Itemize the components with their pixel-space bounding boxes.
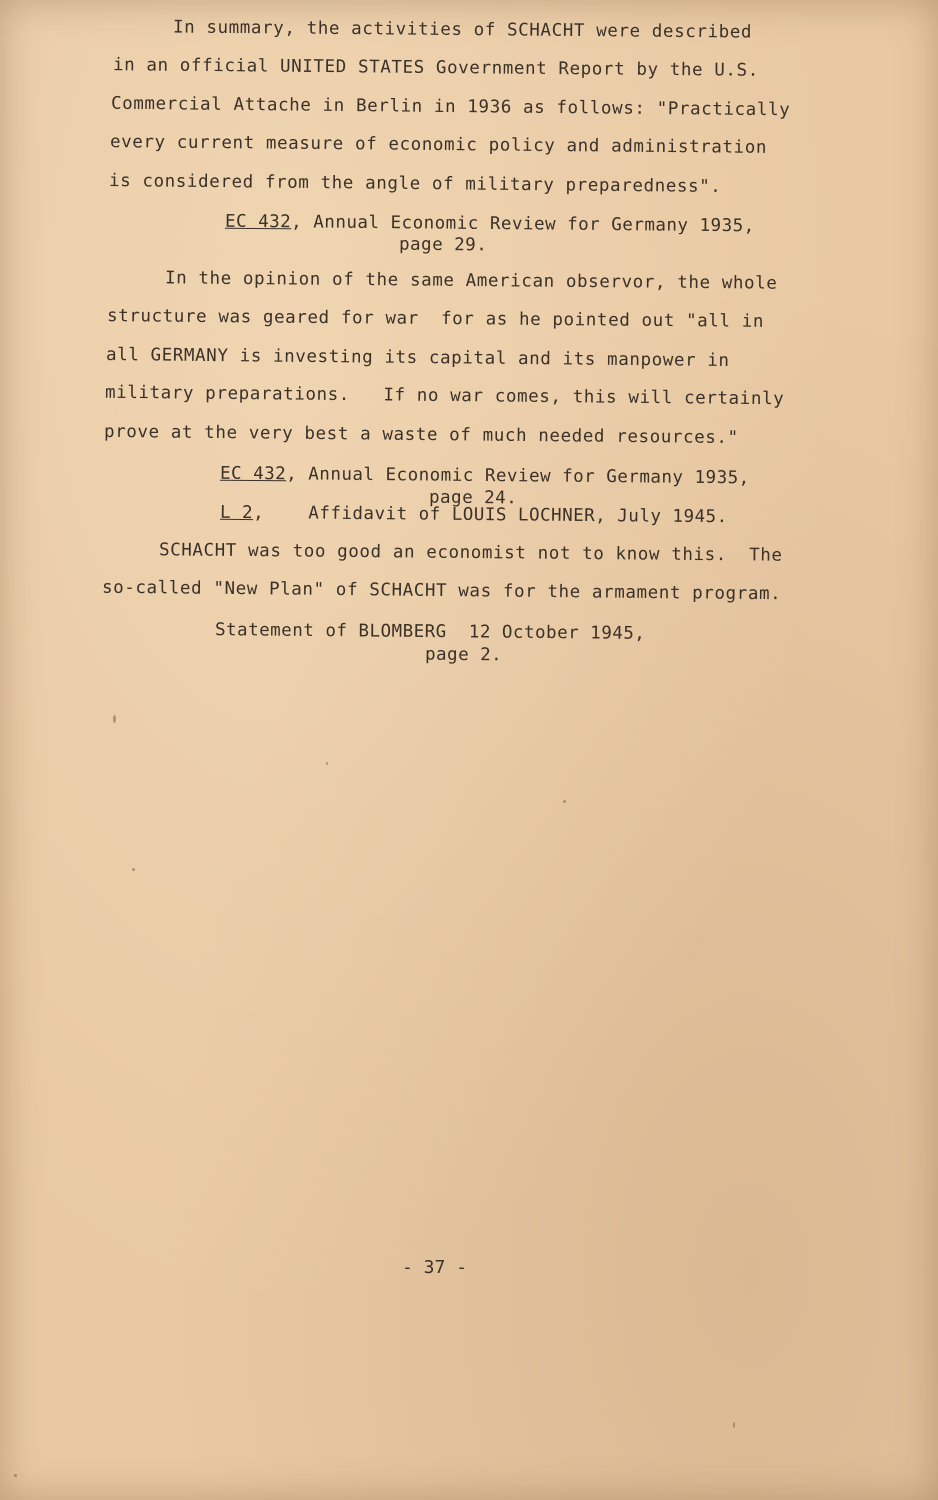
citation-1-text: , Annual Economic Review for Germany 1935, <box>291 212 755 237</box>
paper-speck <box>733 1422 735 1428</box>
paper-speck <box>326 762 328 765</box>
citation-1 <box>225 212 755 237</box>
citation-3-text: , Affidavit of LOUIS LOCHNER, July 1945. <box>253 503 728 528</box>
paragraph-1-line-2: in an official UNITED STATES Government Report by the U.S. <box>112 55 759 81</box>
citation-3 <box>220 503 728 527</box>
citation-2 <box>220 464 750 489</box>
paragraph-2-line-3: all GERMANY is investing its capital and its manpower in <box>105 345 730 371</box>
paragraph-1-line-5: is considered from the angle of military preparedness". <box>108 171 722 197</box>
citation-2-ref: EC 432 <box>219 463 287 485</box>
citation-4: Statement of BLOMBERG 12 October 1945, <box>214 620 646 644</box>
citation-2-page: page 24. <box>428 487 518 509</box>
paper-speck <box>14 1474 17 1477</box>
paragraph-2-line-2: structure was geared for war for as he pointed out "all in <box>106 306 765 332</box>
paragraph-2-line-4: military preparations. If no war comes, this will certainly <box>104 382 785 410</box>
paper-speck <box>563 800 566 803</box>
paragraph-1-line-4: every current measure of economic policy and administration <box>109 132 768 158</box>
citation-2-text: , Annual Economic Review for Germany 1935, <box>286 464 750 489</box>
paragraph-1-line-3: Commercial Attache in Berlin in 1936 as follows: "Practically <box>110 93 791 121</box>
paper-speck <box>132 868 135 871</box>
citation-3-ref: L 2 <box>219 502 254 524</box>
paragraph-3-line-2: so-called "New Plan" of SCHACHT was for the armament program. <box>101 577 782 605</box>
citation-4-page: page 2. <box>424 644 503 666</box>
paragraph-1-line-1: In summary, the activities of SCHACHT were described <box>172 17 753 43</box>
paragraph-2-line-5: prove at the very best a waste of much needed resources." <box>103 421 739 449</box>
page-number: - 37 - <box>402 1257 468 1278</box>
paper-speck <box>113 715 116 723</box>
citation-1-page: page 29. <box>398 234 488 256</box>
citation-1-ref: EC 432 <box>224 211 292 233</box>
paragraph-2-line-1: In the opinion of the same American observor, the whole <box>164 268 778 294</box>
paragraph-3-line-1: SCHACHT was too good an economist not to know this. The <box>158 540 783 566</box>
